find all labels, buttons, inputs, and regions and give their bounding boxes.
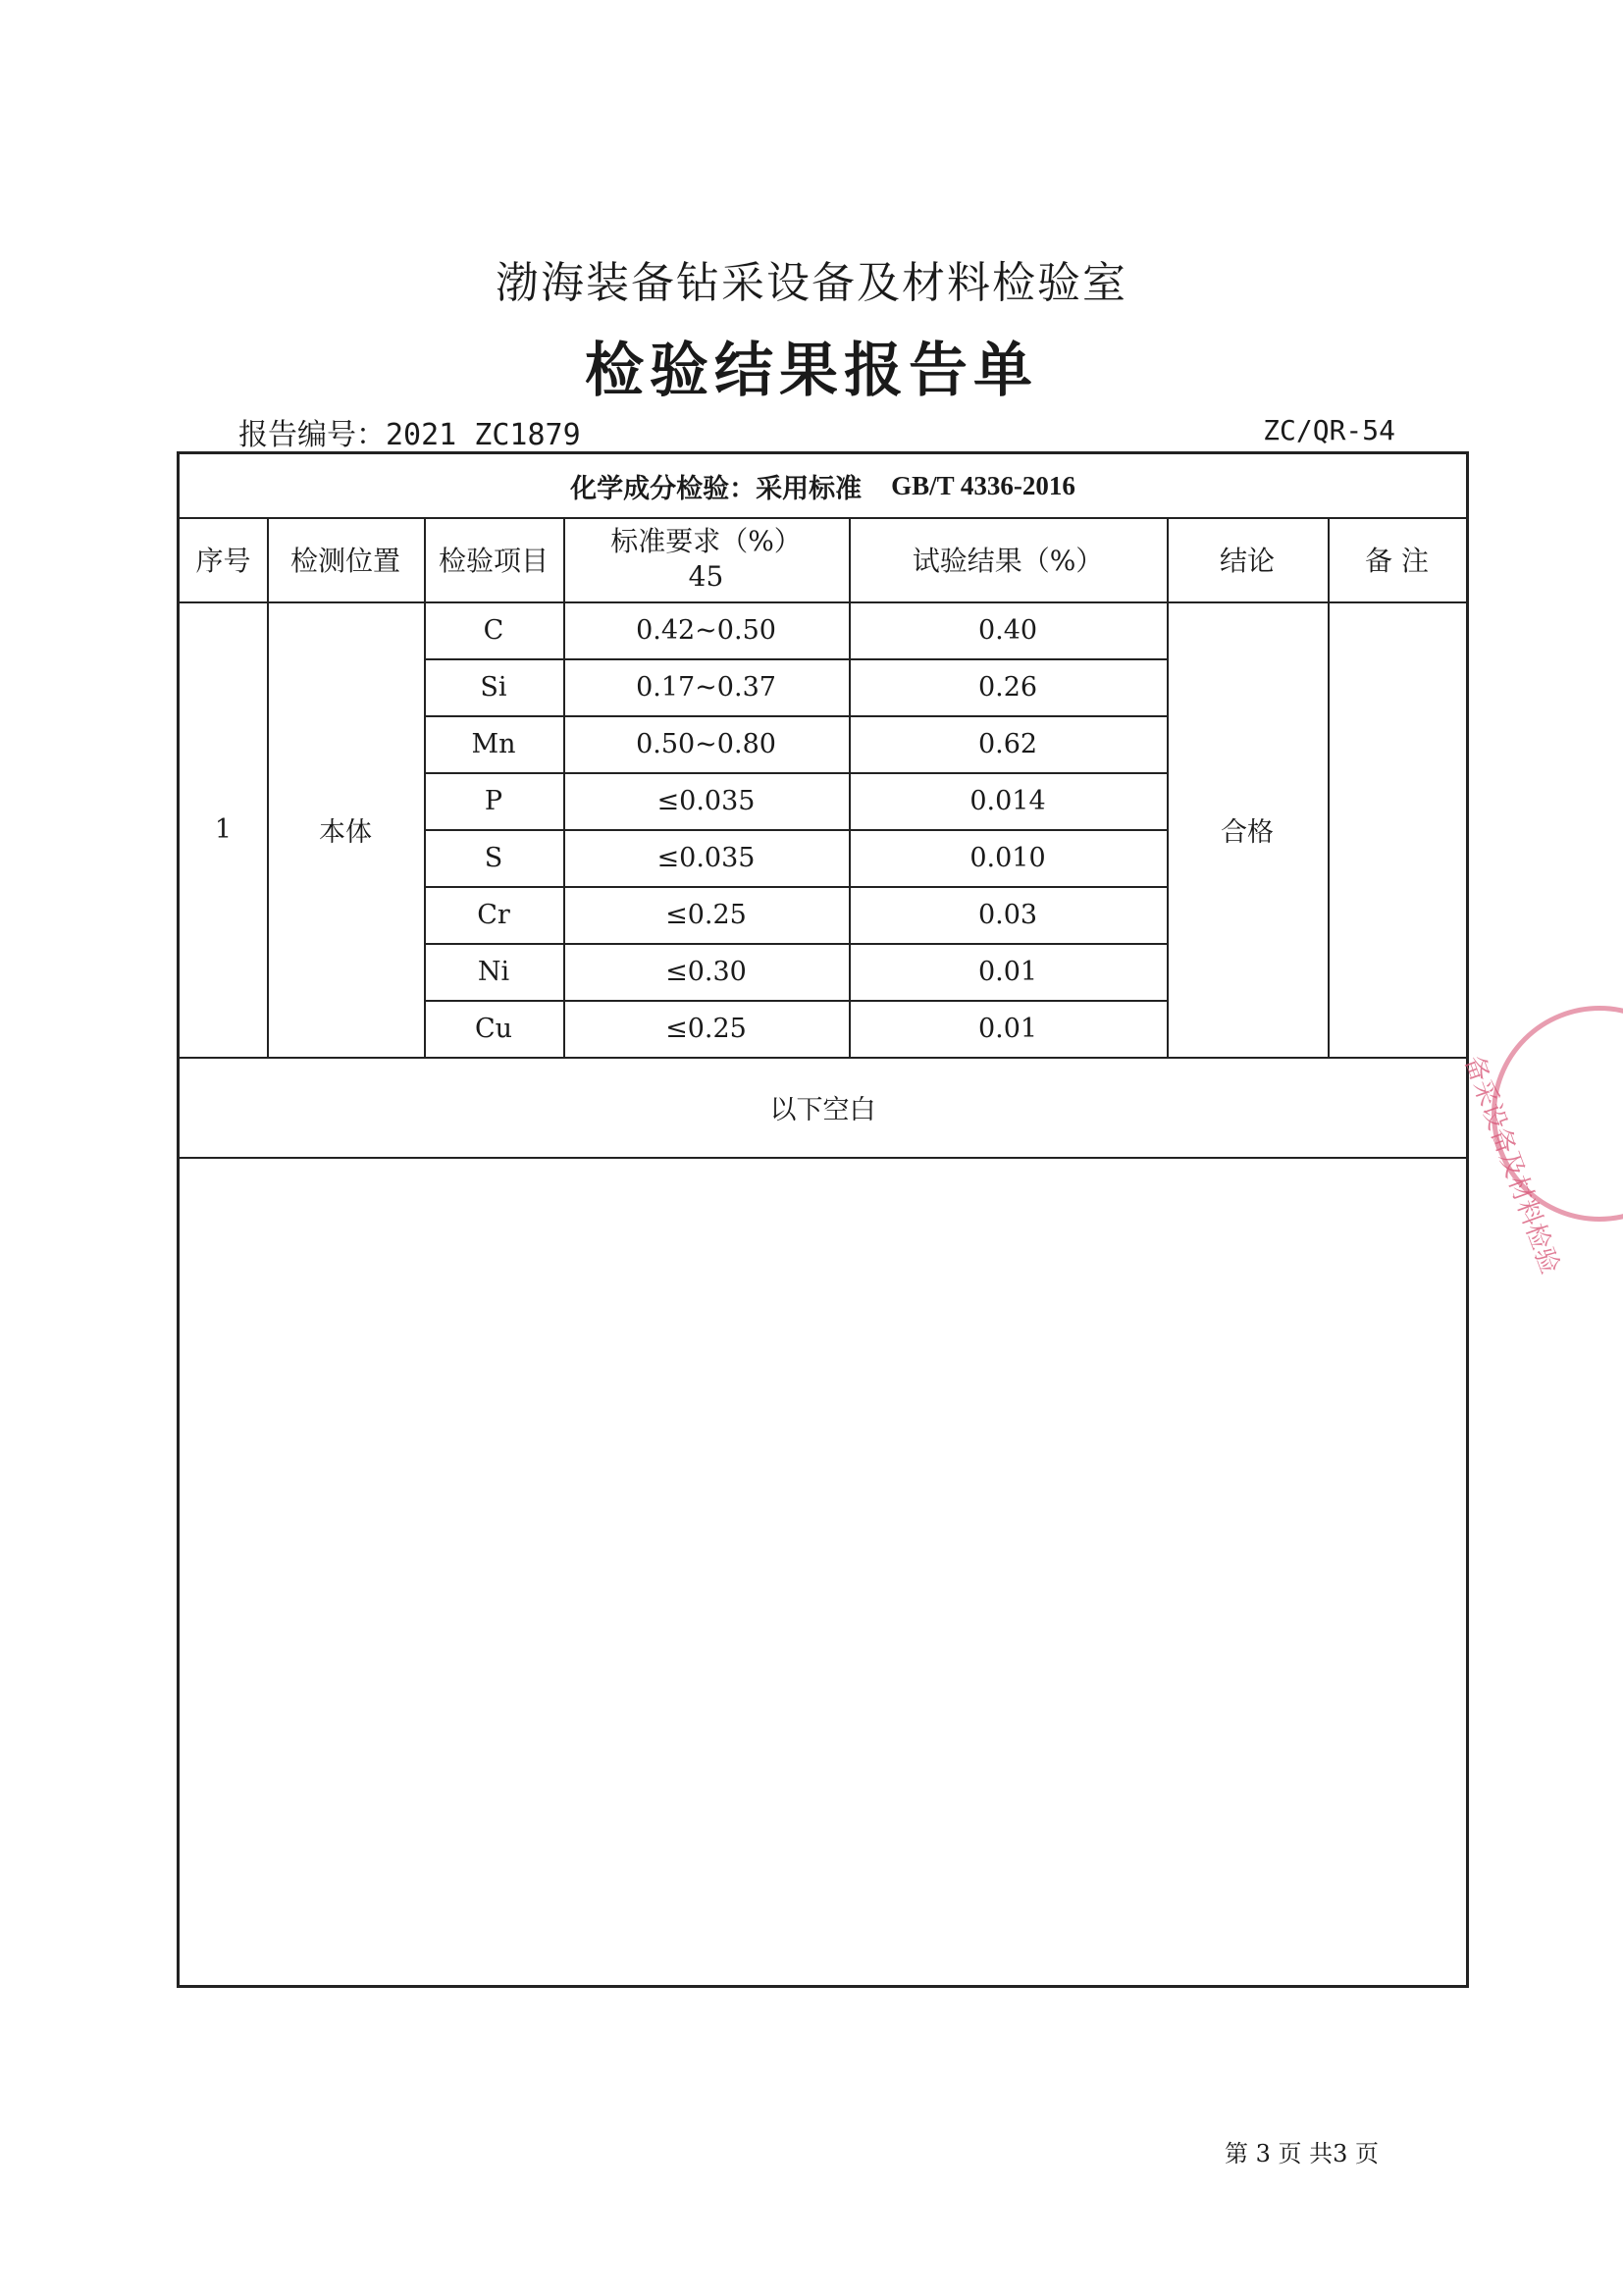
result-cell: 0.40	[977, 614, 1038, 646]
element-cell: S	[484, 842, 503, 873]
result-cell: 0.26	[977, 671, 1038, 703]
requirement-cell: ≤0.30	[665, 956, 747, 987]
seal-stamp-text: 备采设备及材料检验	[1458, 1052, 1565, 1278]
requirement-cell: ≤0.25	[665, 899, 747, 930]
header-grade: 45	[688, 560, 724, 593]
element-cell: Cu	[474, 1013, 513, 1044]
result-cell: 0.03	[977, 899, 1038, 930]
header-position: 检测位置	[289, 545, 400, 577]
header-requirement	[563, 517, 849, 601]
element-cell: Mn	[471, 728, 516, 759]
form-code: ZC/QR-54	[1263, 414, 1395, 446]
requirement-cell: ≤0.035	[656, 785, 756, 816]
requirement-cell: ≤0.035	[656, 842, 756, 873]
element-cell: Cr	[477, 899, 510, 930]
result-cell: 0.62	[977, 728, 1038, 759]
sample-seq: 1	[214, 813, 233, 845]
standard-title	[180, 454, 1466, 517]
report-number	[238, 410, 581, 453]
standard-code: GB/T 4336-2016	[891, 470, 1075, 500]
result-cell: 0.01	[977, 1013, 1038, 1044]
document-title: 检验结果报告单	[585, 337, 1038, 405]
report-number-value: 2021 ZC1879	[386, 418, 581, 452]
requirement-cell: 0.50~0.80	[636, 728, 776, 759]
page-number: 第 3 页 共3 页	[1225, 2140, 1380, 2167]
lab-name: 渤海装备钻采设备及材料检验室	[496, 258, 1127, 308]
result-cell: 0.010	[969, 842, 1046, 873]
result-table	[177, 451, 1469, 1988]
requirement-cell: 0.42~0.50	[636, 614, 776, 646]
requirement-cell: ≤0.25	[665, 1013, 747, 1044]
result-cell: 0.014	[969, 785, 1046, 816]
element-cell: C	[483, 614, 504, 646]
element-cell: P	[484, 785, 503, 816]
requirement-cell: 0.17~0.37	[636, 671, 776, 703]
sample-remark	[1328, 601, 1466, 1057]
sample-conclusion: 合格	[1221, 816, 1274, 848]
standard-label: 化学成分检验：采用标准	[570, 473, 863, 504]
header-result: 试验结果（%）	[912, 545, 1104, 577]
sample-position: 本体	[319, 816, 372, 848]
result-cell: 0.01	[977, 956, 1038, 987]
rule-below-blank-note	[180, 1157, 1466, 1159]
blank-note: 以下空白	[769, 1094, 876, 1125]
header-conclusion: 结论	[1219, 545, 1275, 577]
element-cell: Ni	[477, 956, 510, 987]
header-requirement-label: 标准要求（%）	[610, 525, 802, 557]
header-item: 检验项目	[438, 545, 549, 577]
header-seq: 序号	[195, 545, 251, 577]
header-remark: 备 注	[1365, 545, 1429, 577]
report-number-label: 报告编号：	[238, 418, 386, 452]
element-cell: Si	[480, 671, 507, 703]
